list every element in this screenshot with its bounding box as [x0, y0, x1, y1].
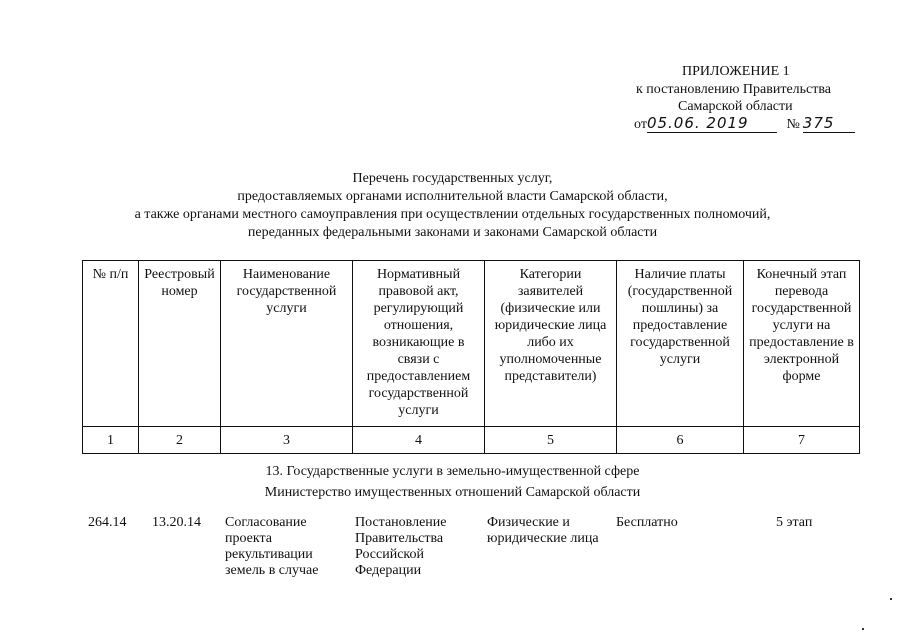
header-final-stage: Конечный этап перевода государственной услуги на предоставление в электронной форме [744, 261, 860, 427]
appendix-resolution-line: к постановлению Правительства [636, 82, 832, 97]
column-number: 7 [744, 427, 860, 454]
header-number: № п/п [83, 261, 139, 427]
section-heading: 13. Государственные услуги в земельно-имущественной сфере [265, 464, 640, 479]
header-legal-act: Нормативный правовой акт, регулирующий отношения, возникающие в связи с предоставлением государственной услуги [353, 261, 485, 427]
column-number: 1 [83, 427, 139, 454]
row-applicants: Физические и юридические лица [487, 515, 599, 546]
header-service-name: Наименование государственной услуги [221, 261, 353, 427]
row-service-name: Согласование проекта рекультивации земель в случае [225, 515, 319, 578]
number-prefix: № [786, 117, 800, 132]
title-line-4: переданных федеральными законами и законами Самарской области [247, 225, 658, 240]
header-registry-number: Реестровый номер [139, 261, 221, 427]
date-prefix: от [634, 117, 647, 132]
appendix-title: ПРИЛОЖЕНИЕ 1 [682, 64, 790, 79]
column-number: 6 [617, 427, 744, 454]
handwritten-number: 375 [802, 114, 835, 132]
column-number: 4 [353, 427, 485, 454]
scan-speck [862, 628, 864, 630]
table-header-row [83, 261, 860, 427]
appendix-region-line: Самарской области [678, 99, 793, 114]
column-number: 5 [485, 427, 617, 454]
scan-speck [890, 598, 892, 600]
ministry-heading: Министерство имущественных отношений Самарской области [264, 485, 641, 500]
row-final-stage: 5 этап [776, 515, 813, 530]
services-table [82, 260, 860, 454]
row-legal-act: Постановление Правительства Российской Федерации [355, 515, 447, 578]
title-line-2: предоставляемых органами исполнительной власти Самарской области, [237, 189, 668, 204]
title-line-1: Перечень государственных услуг, [352, 171, 553, 186]
row-registry-number: 13.20.14 [152, 515, 201, 530]
title-line-3: а также органами местного самоуправления при осуществлении отдельных государственных полномочий, [134, 207, 771, 222]
column-number-row [83, 427, 860, 454]
row-fee: Бесплатно [616, 515, 678, 530]
row-number: 264.14 [88, 515, 127, 530]
appendix-date-line [634, 116, 855, 133]
header-applicant-categories: Категории заявителей (физические или юридические лица либо их уполномоченные представители) [485, 261, 617, 427]
column-number: 2 [139, 427, 221, 454]
column-number: 3 [221, 427, 353, 454]
document-title [0, 170, 905, 242]
header-fee: Наличие платы (государственной пошлины) за предоставление государственной услуги [617, 261, 744, 427]
handwritten-date: 05.06. 2019 [646, 114, 749, 132]
